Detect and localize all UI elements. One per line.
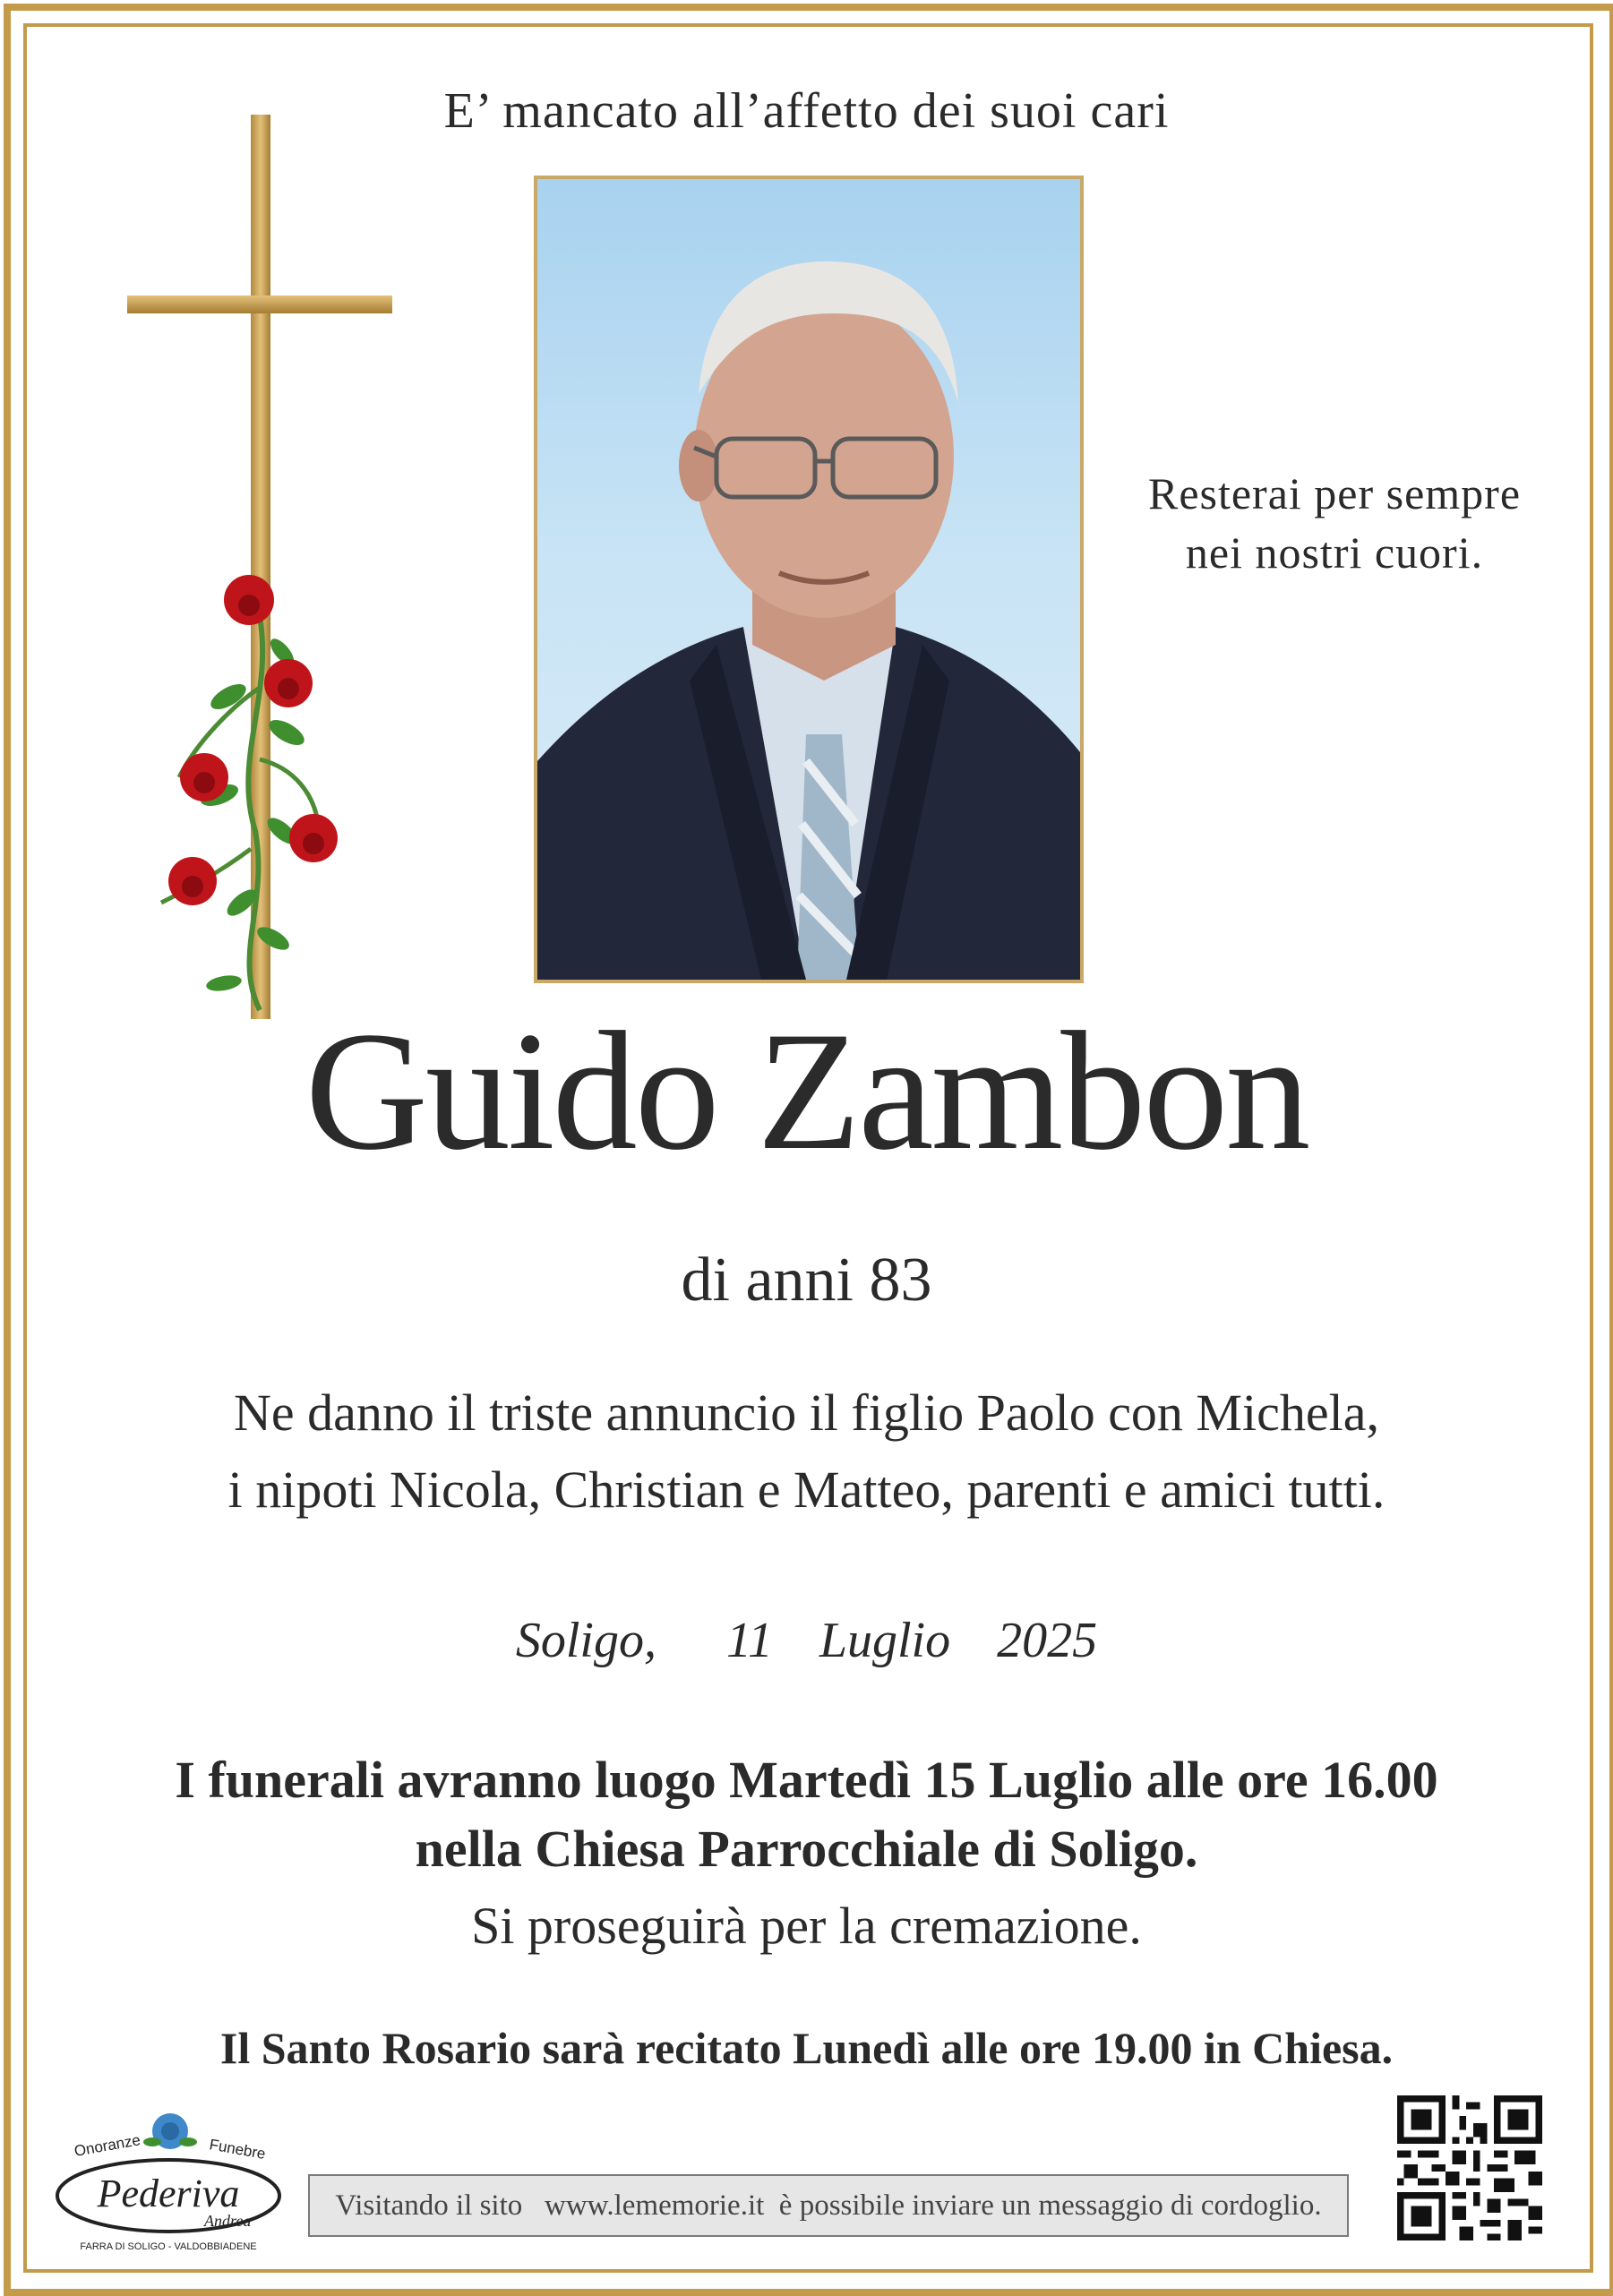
logo-top-right: Funebre — [208, 2136, 267, 2163]
announcement-line-2: i nipoti Nicola, Christian e Matteo, parenti e amici tutti. — [227, 1461, 1386, 1519]
logo-locations: FARRA DI SOLIGO - VALDOBBIADENE — [80, 2241, 257, 2252]
announcement-line-1: Ne danno il triste annuncio il figlio Paolo con Michela, — [234, 1384, 1379, 1442]
rose-logo-icon — [143, 2113, 197, 2149]
logo-sub: Andrea — [204, 2212, 252, 2230]
funeral-home-logo — [52, 2106, 285, 2258]
announcement — [0, 1375, 1613, 1529]
deceased-portrait — [534, 176, 1084, 983]
condolence-message-bar: Visitando il sito www.lememorie.it è possibile inviare un messaggio di cordoglio. — [308, 2174, 1349, 2237]
logo-brand: Pederiva — [97, 2172, 240, 2215]
intro-text: E’ mancato all’affetto dei suoi cari — [443, 83, 1170, 139]
deceased-name: Guido Zambon — [305, 998, 1308, 1186]
funeral-line-3: Si proseguirà per la cremazione. — [471, 1897, 1142, 1955]
rosary-text: Il Santo Rosario sarà recitato Lunedì alle ore 19.00 in Chiesa. — [219, 2023, 1394, 2073]
quote-line-1: Resterai per sempre — [1147, 468, 1522, 518]
place-date: Soligo, 11 Luglio 2025 — [515, 1613, 1098, 1668]
qr-code-icon[interactable] — [1397, 2095, 1542, 2240]
quote-line-2: nei nostri cuori. — [1185, 527, 1484, 578]
funeral-line-1: I funerali avranno luogo Martedì 15 Luglio alle ore 16.00 — [175, 1751, 1438, 1809]
logo-top-left: Onoranze — [73, 2131, 142, 2160]
memorial-quote — [1111, 464, 1558, 582]
cross-with-roses-icon — [125, 115, 394, 1019]
funeral-line-2: nella Chiesa Parrocchiale di Soligo. — [415, 1820, 1198, 1878]
age-text: di anni 83 — [681, 1246, 932, 1315]
